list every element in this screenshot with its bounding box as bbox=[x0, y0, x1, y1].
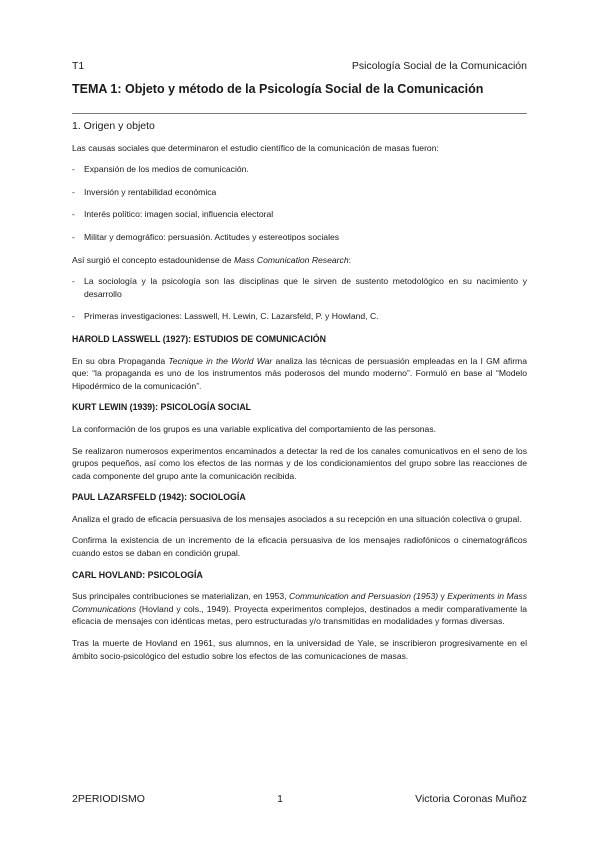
page-number: 1 bbox=[277, 793, 283, 805]
dash-bullet: - bbox=[72, 276, 75, 287]
hovland-paragraph-2: Tras la muerte de Hovland en 1961, sus alumnos, en la universidad de Yale, se inscribieron progresivamente en el ámbito socio-psicológico del estudio sobre los efectos de las comunicaciones de masas. bbox=[72, 638, 527, 661]
dash-bullet: - bbox=[72, 311, 75, 322]
page-header bbox=[72, 60, 527, 72]
header-subject: Psicología Social de la Comunicación bbox=[351, 60, 527, 72]
dash-bullet: - bbox=[72, 209, 75, 220]
mcr-paragraph: Así surgió el concepto estadounidense de Mass Comunication Research: bbox=[72, 254, 351, 265]
header-course-code: T1 bbox=[72, 60, 85, 72]
lasswell-paragraph: En su obra Propaganda Tecnique in the World War analiza las técnicas de persuasión empleadas en la I GM afirma que: “la propaganda es uno de los instrumentos más poderosos del mundo moderno”. Formuló en base al “Modelo Hipodérmico de la comunicación”. bbox=[72, 355, 527, 391]
page-title: TEMA 1: Objeto y método de la Psicología Social de la Comunicación bbox=[72, 82, 484, 96]
dash-bullet: - bbox=[72, 164, 75, 175]
lazarsfeld-paragraph-2: Confirma la existencia de un incremento de la eficacia persuasiva de los mensajes radiofónicos o cinematográficos cuando estos se daban en condición grupal. bbox=[72, 535, 527, 559]
page-footer bbox=[72, 793, 527, 805]
hovland-paragraph-1: Sus principales contribuciones se materializan, en 1953, Communication and Persuasion (1953) y Experiments in Mass Communications (Hovland y cols., 1949). Proyecta experimentos complejos, destinados a medir comparativamente la eficacia de mensajes con idénticas metas, pero estructuradas y/o transmitidas en modalidades y formas diversas. bbox=[72, 591, 527, 627]
intro-paragraph: Las causas sociales que determinaron el estudio científico de la comunicación de masas fueron: bbox=[72, 142, 439, 153]
dash-bullet: - bbox=[72, 231, 75, 242]
dash-bullet: - bbox=[72, 186, 75, 197]
lewin-paragraph-1: La conformación de los grupos es una variable explicativa del comportamiento de las personas. bbox=[72, 423, 437, 434]
list-item: - La sociología y la psicología son las disciplinas que le sirven de sustento metodológico en su nacimiento y desarrollo bbox=[72, 276, 527, 299]
list-item: - Expansión de los medios de comunicación. bbox=[72, 164, 249, 175]
lewin-heading: KURT LEWIN (1939): PSICOLOGÍA SOCIAL bbox=[72, 402, 252, 413]
list-item: - Interés político: imagen social, influencia electoral bbox=[72, 209, 274, 220]
lasswell-heading: HAROLD LASSWELL (1927): ESTUDIOS DE COMUNICACIÓN bbox=[72, 333, 326, 344]
list-item: - Militar y demográfico: persuasión. Actitudes y estereotipos sociales bbox=[72, 231, 340, 242]
document-body bbox=[72, 120, 527, 671]
lewin-paragraph-2: Se realizaron numerosos experimentos encaminados a detectar la red de los canales comunicativos en el seno de los grupos pequeños, así como los efectos de las normas y de los condicionamientos del grupo sobre las reacciones de cada componente del grupo ante la comunicación recibida. bbox=[72, 445, 527, 481]
footer-degree: 2PERIODISMO bbox=[72, 793, 145, 805]
list-item: - Inversión y rentabilidad económica bbox=[72, 186, 217, 197]
list-item: - Primeras investigaciones: Lasswell, H. Lewin, C. Lazarsfeld, P. y Howland, C. bbox=[72, 311, 379, 322]
footer-author: Victoria Coronas Muñoz bbox=[415, 793, 527, 805]
title-divider bbox=[72, 113, 527, 114]
hovland-heading: CARL HOVLAND: PSICOLOGÍA bbox=[72, 569, 203, 580]
lazarsfeld-paragraph-1: Analiza el grado de eficacia persuasiva de los mensajes asociados a su recepción en una situación colectiva o grupal. bbox=[72, 513, 522, 524]
section-heading: 1. Origen y objeto bbox=[72, 120, 155, 132]
lazarsfeld-heading: PAUL LAZARSFELD (1942): SOCIOLOGÍA bbox=[72, 492, 246, 503]
